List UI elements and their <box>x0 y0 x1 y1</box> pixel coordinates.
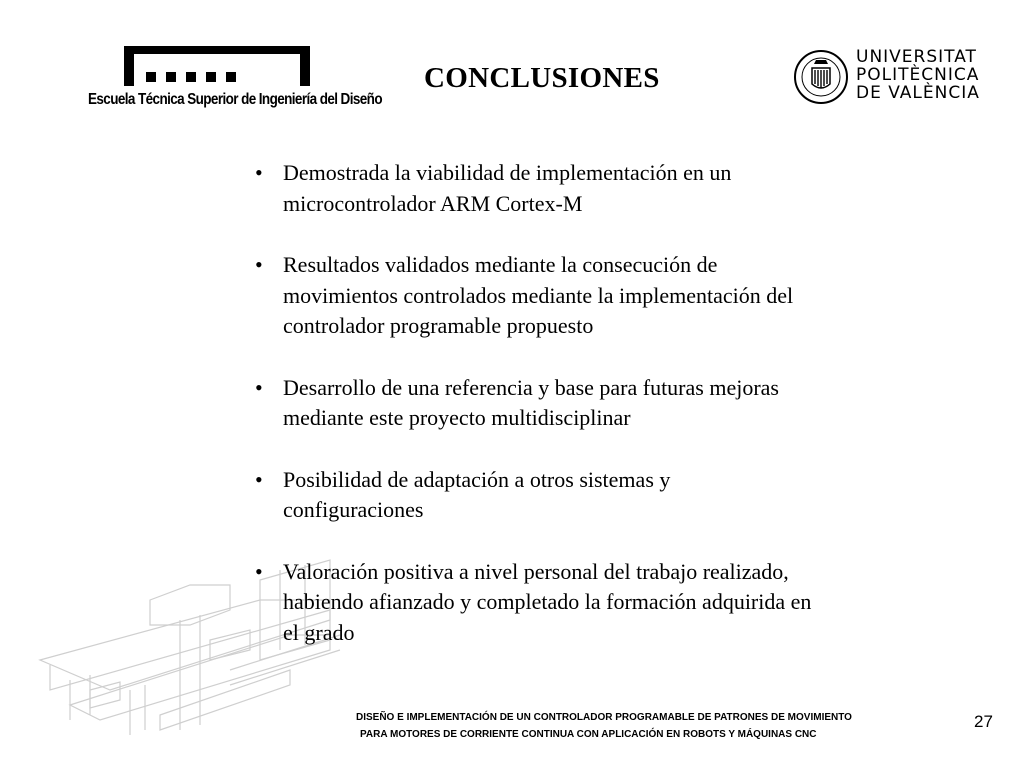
list-item <box>253 158 813 219</box>
school-logo-text: Escuela Técnica Superior de Ingeniería del Diseño <box>88 90 382 108</box>
university-name-line2: POLITÈCNICA <box>856 65 980 85</box>
list-item <box>253 557 813 649</box>
upv-seal-icon <box>792 46 850 104</box>
bullet-icon: • <box>255 558 263 584</box>
list-item-text: Posibilidad de adaptación a otros sistemas y configuraciones <box>283 466 671 522</box>
footer-line-2: PARA MOTORES DE CORRIENTE CONTINUA CON APLICACIÓN EN ROBOTS Y MÁQUINAS CNC <box>360 729 817 740</box>
university-logo <box>792 46 982 110</box>
list-item-text: Desarrollo de una referencia y base para futuras mejoras mediante este proyecto multidisciplinar <box>283 374 779 430</box>
slide-title: CONCLUSIONES <box>424 62 660 94</box>
list-item <box>253 465 813 526</box>
school-logo <box>88 46 382 110</box>
list-item <box>253 250 813 342</box>
list-item-text: Resultados validados mediante la consecución de movimientos controlados mediante la implementación del controlador programable propuesto <box>283 252 794 338</box>
footer-line-1: DISEÑO E IMPLEMENTACIÓN DE UN CONTROLADOR PROGRAMABLE DE PATRONES DE MOVIMIENTO <box>356 712 852 723</box>
bullet-icon: • <box>255 466 263 492</box>
footer-project-title <box>356 709 852 743</box>
school-logo-dots <box>146 72 236 82</box>
list-item-text: Valoración positiva a nivel personal del trabajo realizado, habiendo afianzado y completado la formación adquirida en el grado <box>283 558 812 645</box>
list-item-text: Demostrada la viabilidad de implementación en un microcontrolador ARM Cortex-M <box>283 160 732 216</box>
university-name-line1: UNIVERSITAT <box>856 47 977 67</box>
conclusions-list <box>253 158 813 679</box>
bullet-icon: • <box>255 374 263 400</box>
list-item <box>253 373 813 434</box>
university-name-line3: DE VALÈNCIA <box>856 83 980 103</box>
bullet-icon: • <box>255 160 263 185</box>
bullet-icon: • <box>255 252 263 277</box>
university-name <box>856 48 980 102</box>
page-number: 27 <box>974 712 993 731</box>
